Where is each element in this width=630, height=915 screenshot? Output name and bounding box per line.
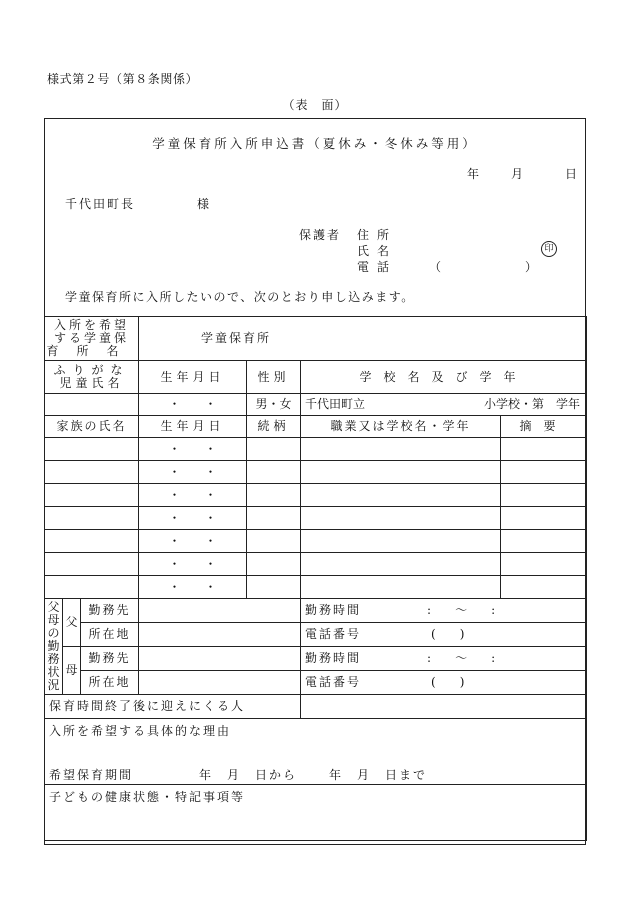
father-phone-format: ( ) [431,627,465,641]
family-name-cell[interactable] [45,484,139,507]
child-school-suffix: 小学校・第 学年 [484,397,581,411]
mother-phone-label: 電話番号 [305,675,362,689]
family-birth-cell[interactable]: ・ ・ [139,461,247,484]
father-phone-cell[interactable] [301,623,587,647]
family-occupation-cell[interactable] [301,438,501,461]
family-relation-cell[interactable] [247,530,301,553]
date-day-label: 日 [565,167,578,181]
family-occupation-cell[interactable] [301,530,501,553]
family-occupation-cell[interactable] [301,553,501,576]
father-phone-label: 電話番号 [305,627,362,641]
parents-label-char-2: 母 [47,613,60,627]
family-row [45,484,587,507]
facility-label-line-1: 入所を希望 [54,318,130,332]
family-name-cell[interactable] [45,438,139,461]
child-name-cell[interactable] [45,394,139,416]
mother-hours-cell[interactable] [301,647,587,671]
child-sex-header: 性別 [247,361,301,394]
father-label: 父 [63,599,81,647]
mother-workplace-label: 勤務先 [81,647,139,671]
mother-phone-format: ( ) [431,675,465,689]
mother-workplace-cell[interactable] [139,647,301,671]
family-name-header: 家族の氏名 [45,416,139,438]
reason-row [45,719,587,785]
health-row [45,785,587,841]
family-birth-header: 生年月日 [139,416,247,438]
form-title: 学童保育所入所申込書（夏休み・冬休み等用） [152,136,478,151]
family-name-cell[interactable] [45,576,139,599]
family-relation-cell[interactable] [247,576,301,599]
parents-label-char-4: 勤 [47,639,60,653]
application-form [44,118,586,845]
form-number: 様式第２号（第８条関係） [47,72,199,86]
facility-row [45,317,587,361]
date-month-label: 月 [511,167,524,181]
facility-label-line-3: 育所名 [46,344,137,358]
period-from: 年 月 日から [199,768,298,782]
father-workplace-label: 勤務先 [81,599,139,623]
family-occupation-cell[interactable] [301,576,501,599]
child-header-row [45,361,587,394]
family-row [45,507,587,530]
family-notes-cell[interactable] [501,576,587,599]
mother-location-label: 所在地 [81,671,139,695]
family-relation-header: 続柄 [247,416,301,438]
family-name-cell[interactable] [45,553,139,576]
parents-label-char-3: の [47,626,60,640]
parents-label-char-7: 況 [47,678,60,692]
date-year-label: 年 [467,167,480,181]
father-workplace-row [45,599,587,623]
facility-value[interactable]: 学童保育所 [139,317,587,361]
father-location-cell[interactable] [139,623,301,647]
guardian-phone-label: 電話 [357,260,398,274]
seal-mark-icon: 印 [541,241,557,257]
family-relation-cell[interactable] [247,553,301,576]
child-school-prefix: 千代田町立 [305,397,366,411]
family-notes-cell[interactable] [501,553,587,576]
family-name-cell[interactable] [45,507,139,530]
facility-label [45,317,139,361]
parents-label-char-5: 務 [47,652,60,666]
health-cell[interactable] [45,785,587,841]
guardian-address-label: 住所 [357,228,398,242]
addressee-mayor: 千代田町長 [65,197,136,211]
period-label: 希望保育期間 [49,768,134,782]
family-row [45,461,587,484]
family-birth-cell[interactable]: ・ ・ [139,553,247,576]
family-birth-cell[interactable]: ・ ・ [139,484,247,507]
mother-location-cell[interactable] [139,671,301,695]
father-location-label: 所在地 [81,623,139,647]
guardian-name-label: 氏名 [357,244,398,258]
family-occupation-cell[interactable] [301,461,501,484]
family-notes-cell[interactable] [501,484,587,507]
family-birth-cell[interactable]: ・ ・ [139,576,247,599]
child-name-label-text: 児童氏名 [59,376,124,390]
father-hours-cell[interactable] [301,599,587,623]
family-relation-cell[interactable] [247,507,301,530]
guardian-phone-parens: （ ） [429,260,574,274]
parents-section-label [45,599,63,695]
mother-hours-format: : 〜 : [427,651,496,665]
pickup-row [45,695,587,719]
guardian-label: 保護者 [299,228,342,242]
child-sex-cell[interactable]: 男・女 [247,394,301,416]
family-occupation-header: 職業又は学校名・学年 [301,416,501,438]
family-notes-header: 摘要 [501,416,587,438]
parents-label-char-1: 父 [47,600,60,614]
family-relation-cell[interactable] [247,461,301,484]
mother-hours-label: 勤務時間 [305,651,362,665]
family-row [45,438,587,461]
child-school-cell[interactable] [301,394,587,416]
family-row [45,530,587,553]
family-occupation-cell[interactable] [301,484,501,507]
father-location-row [45,623,587,647]
addressee-honorific: 様 [197,197,210,211]
family-name-cell[interactable] [45,461,139,484]
mother-workplace-row [45,647,587,671]
family-relation-cell[interactable] [247,484,301,507]
child-furigana-label: ふりがな [53,363,130,377]
facility-label-line-2: する学童保 [54,331,130,345]
family-relation-cell[interactable] [247,438,301,461]
family-birth-cell[interactable]: ・ ・ [139,507,247,530]
period-to: 年 月 日まで [329,768,428,782]
child-value-row [45,394,587,416]
family-notes-cell[interactable] [501,438,587,461]
family-occupation-cell[interactable] [301,507,501,530]
father-workplace-cell[interactable] [139,599,301,623]
mother-phone-cell[interactable] [301,671,587,695]
reason-label: 入所を希望する具体的な理由 [49,724,232,738]
side-label: （表 面） [282,98,348,112]
family-notes-cell[interactable] [501,530,587,553]
pickup-label: 保育時間終了後に迎えにくる人 [45,695,301,719]
mother-label: 母 [63,647,81,695]
intro-text: 学童保育所に入所したいので、次のとおり申し込みます。 [65,290,415,304]
application-table [44,316,587,841]
mother-location-row [45,671,587,695]
father-hours-format: : 〜 : [427,603,496,617]
child-school-header: 学校名及び学年 [301,361,587,394]
family-row [45,553,587,576]
family-header-row [45,416,587,438]
family-notes-cell[interactable] [501,461,587,484]
health-label: 子どもの健康状態・特記事項等 [49,790,246,804]
father-hours-label: 勤務時間 [305,603,362,617]
family-birth-cell[interactable]: ・ ・ [139,438,247,461]
child-birth-header: 生年月日 [139,361,247,394]
pickup-cell[interactable] [301,695,587,719]
family-birth-cell[interactable]: ・ ・ [139,530,247,553]
family-name-cell[interactable] [45,530,139,553]
child-name-label [45,361,139,394]
reason-cell[interactable] [45,719,587,785]
parents-label-char-6: 状 [47,665,60,679]
child-birth-cell[interactable]: ・ ・ [139,394,247,416]
family-notes-cell[interactable] [501,507,587,530]
family-row [45,576,587,599]
